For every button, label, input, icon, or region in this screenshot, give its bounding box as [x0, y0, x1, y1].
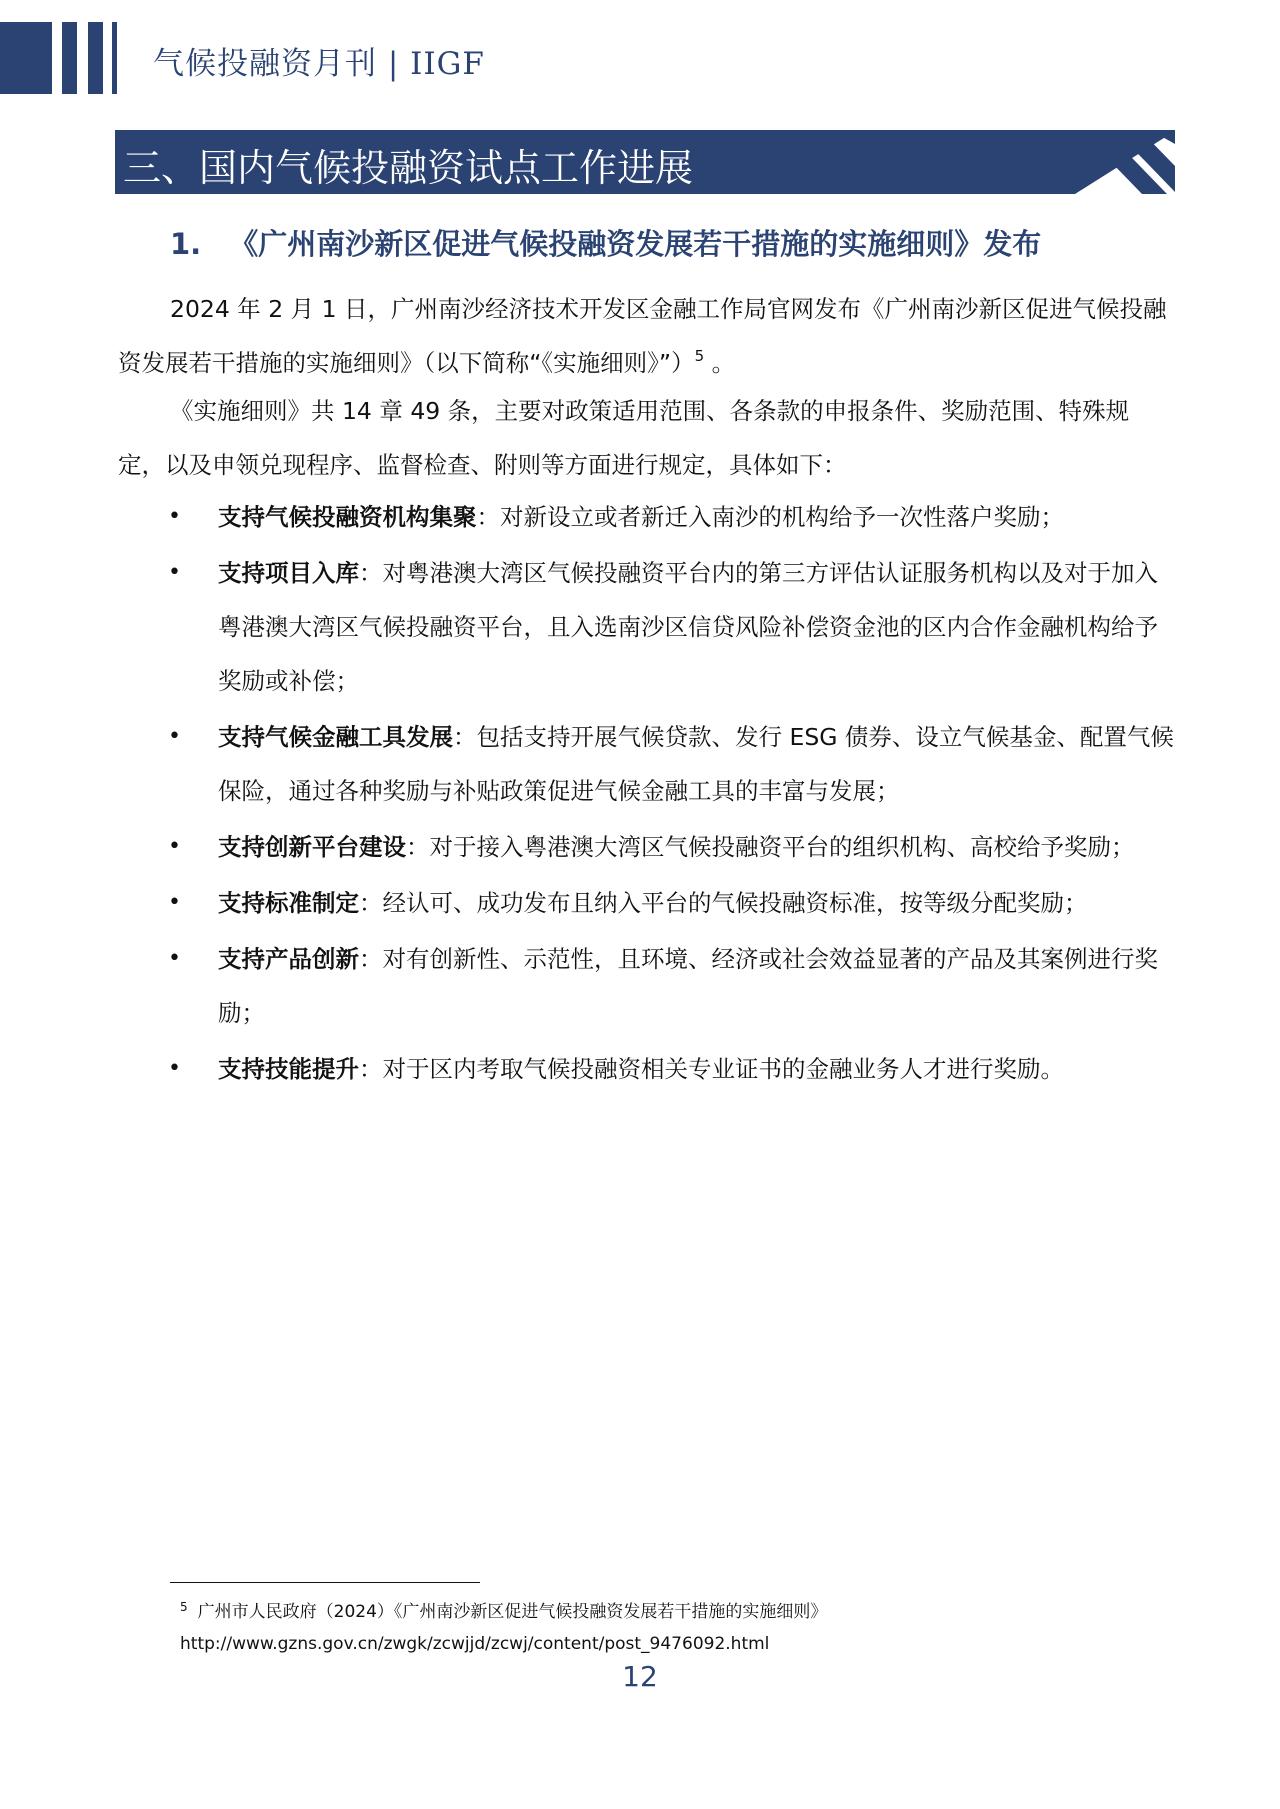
bullet-icon: • [168, 504, 181, 529]
list-item-text: ：包括支持开展气候贷款、发行 ESG 债券、设立气候基金、配置气候保险，通过各种奖励与补贴政策促进气候金融工具的丰富与发展； [218, 723, 1174, 805]
page-number: 12 [622, 1660, 658, 1693]
subsection-title: 《广州南沙新区促进气候投融资发展若干措施的实施细则》发布 [229, 227, 1042, 261]
list-item-text: ：经认可、成功发布且纳入平台的气候投融资标准，按等级分配奖励； [359, 889, 1088, 917]
list-item [0, 710, 1280, 818]
list-item-label: 支持气候投融资机构集聚 [218, 503, 477, 531]
list-item [0, 820, 1280, 874]
header-bar-block-4 [112, 22, 117, 94]
list-item [0, 546, 1280, 708]
list-item-label: 支持项目入库 [218, 559, 359, 587]
list-item [0, 490, 1280, 544]
footnote-text: 广州市人民政府（2024）《广州南沙新区促进气候投融资发展若干措施的实施细则》 [197, 1602, 828, 1622]
list-item-label: 支持气候金融工具发展 [218, 723, 453, 751]
bullet-icon: • [168, 946, 181, 971]
list-item-label: 支持创新平台建设 [218, 833, 406, 861]
list-item [0, 1042, 1280, 1096]
bullet-icon: • [168, 890, 181, 915]
intro-paragraph-tail: 。 [704, 349, 736, 377]
list-item [0, 876, 1280, 930]
bullet-icon: • [168, 560, 181, 585]
measures-list [0, 490, 1280, 1098]
list-item-text: ：对粤港澳大湾区气候投融资平台内的第三方评估认证服务机构以及对于加入粤港澳大湾区气候投融资平台，且入选南沙区信贷风险补偿资金池的区内合作金融机构给予奖励或补偿； [218, 559, 1158, 695]
bullet-icon: • [168, 834, 181, 859]
subsection-number: 1. [170, 227, 202, 261]
intro-paragraph [118, 282, 1174, 390]
intro-paragraph-text: 2024 年 2 月 1 日，广州南沙经济技术开发区金融工作局官网发布《广州南沙新区促进气候投融资发展若干措施的实施细则》（以下简称“《实施细则》”） [118, 295, 1167, 377]
header-bar-block-3 [88, 22, 103, 94]
list-item-label: 支持标准制定 [218, 889, 359, 917]
list-item [0, 932, 1280, 1040]
bullet-icon: • [168, 1056, 181, 1081]
list-item-text: ：对于接入粤港澳大湾区气候投融资平台的组织机构、高校给予奖励； [406, 833, 1135, 861]
list-item-text: ：对于区内考取气候投融资相关专业证书的金融业务人才进行奖励。 [359, 1055, 1064, 1083]
list-item-label: 支持产品创新 [218, 945, 359, 973]
list-item-text: ：对新设立或者新迁入南沙的机构给予一次性落户奖励； [476, 503, 1064, 531]
footnote-ref: 5 [694, 347, 705, 365]
footnote-citation [180, 1597, 827, 1622]
section-title: 三、国内气候投融资试点工作进展 [123, 146, 694, 190]
bullet-icon: • [168, 724, 181, 749]
summary-paragraph-text: 《实施细则》共 14 章 49 条，主要对政策适用范围、各条款的申报条件、奖励范围、特殊规定，以及申领兑现程序、监督检查、附则等方面进行规定，具体如下： [118, 397, 1130, 479]
list-item-text: ：对有创新性、示范性，且环境、经济或社会效益显著的产品及其案例进行奖励； [218, 945, 1158, 1027]
journal-title: 气候投融资月刊 | IIGF [153, 46, 485, 82]
list-item-label: 支持技能提升 [218, 1055, 359, 1083]
footnote-divider [170, 1582, 480, 1583]
header-bar-block-2 [62, 22, 77, 94]
header-bar-block-1 [0, 22, 52, 94]
summary-paragraph [118, 384, 1174, 492]
footnote-number: 5 [180, 1600, 188, 1614]
subsection-heading [170, 222, 1041, 263]
section-banner [115, 130, 1175, 194]
footnote-link[interactable]: http://www.gzns.gov.cn/zwgk/zcwjjd/zcwj/content/post_9476092.html [180, 1634, 770, 1654]
